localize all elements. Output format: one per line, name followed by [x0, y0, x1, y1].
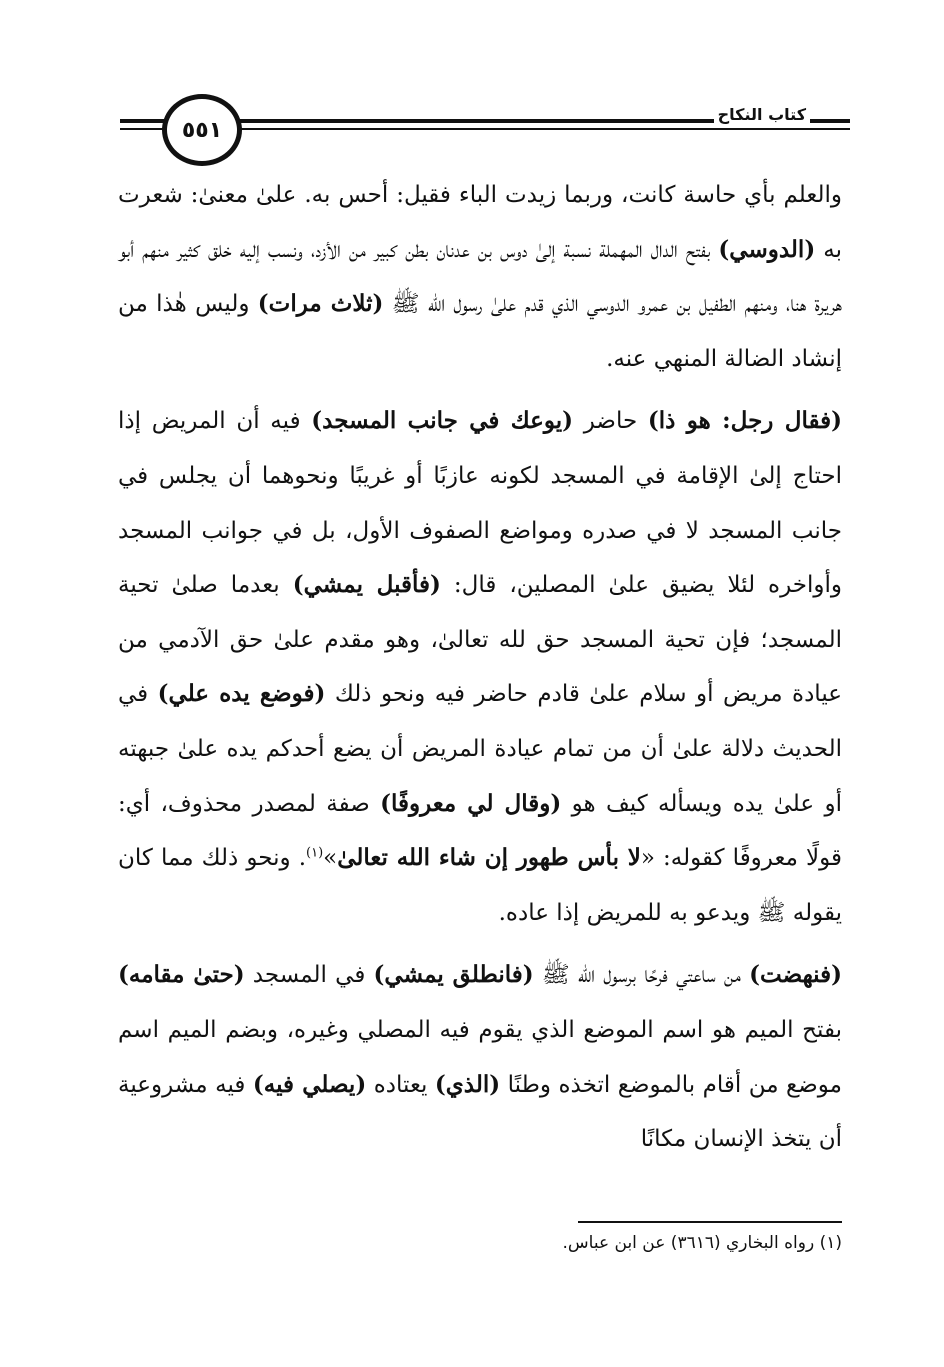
text-span: يعتاده: [366, 1071, 435, 1098]
footnote-marker: (١): [819, 1233, 842, 1253]
page-number: ٥٥١: [162, 94, 242, 166]
paragraph: [118, 394, 842, 940]
text-span: »: [323, 845, 338, 872]
text-span: بفتح الدال المهملة نسبة إلىٰ دوس بن عدنان بطن كبير من الأزد، ونسب إليه خلق كثير منهم أبو هريرة هنا، ومنهم الطفيل بن عمرو الدوسي الذي قدم علىٰ رسول الله ﷺ: [118, 236, 842, 318]
bold-text-span: (فقال رجل: هو ذا): [647, 407, 842, 435]
header-rule-left-thick: [120, 119, 166, 123]
bold-text-span: لا بأس طهور إن شاء الله تعالىٰ: [337, 844, 641, 872]
bold-text-span: (الدوسي): [718, 235, 816, 263]
text-span: من ساعتي فرحًا برسول الله ﷺ: [533, 962, 750, 989]
bold-text-span: (الذي): [434, 1070, 501, 1098]
text-span: حاضر: [573, 408, 648, 435]
bold-text-span: (ثلاث مرات): [257, 290, 384, 318]
bold-text-span: (وقال لي معروفًا): [380, 789, 562, 817]
footnote: [118, 1233, 842, 1253]
paragraph: [118, 948, 842, 1166]
footnote-text: رواه البخاري (٣٦١٦) عن ابن عباس.: [562, 1233, 815, 1253]
text-span: والعلم بأي حاسة كانت، وربما زيدت الباء فقيل: أحس به. علىٰ معنىٰ: شعرت به: [118, 182, 842, 263]
header-rule-right-thin: [232, 128, 850, 130]
text-span: فيه أن المريض إذا احتاج إلىٰ الإقامة في المسجد لكونه عازبًا أو غريبًا ونحوهما أن يجلس في جانب المسجد لا في صدره ومواضع الصفوف الأول، بل في جوانب المسجد وأواخره لئلا يضيق علىٰ المصلين، قال:: [118, 408, 843, 599]
body-text: [118, 168, 842, 1167]
bold-text-span: (حتىٰ مقامه): [118, 961, 245, 989]
text-span: وليس هٰذا من إنشاد الضالة المنهي عنه.: [118, 291, 842, 372]
page-header: [120, 86, 850, 166]
footnote-divider: [578, 1221, 842, 1223]
text-span: في المسجد: [244, 962, 374, 989]
bold-text-span: (يصلي فيه): [252, 1070, 367, 1098]
text-span: صفة لمصدر محذوف، أي: قولًا معروفًا كقوله: «: [118, 790, 842, 872]
footnote-ref: (١): [306, 845, 324, 861]
bold-text-span: (فنهضت): [749, 961, 842, 989]
bold-text-span: (يوعك في جانب المسجد): [311, 407, 574, 435]
running-title: كتاب النكاح: [714, 105, 810, 124]
bold-text-span: (فوضع يده علي): [157, 680, 326, 708]
bold-text-span: (فانطلق يمشي): [373, 961, 534, 989]
header-rule-left-thin: [120, 128, 166, 130]
text-span: في الحديث دلالة علىٰ أن من تمام عيادة المريض أن يضع أحدكم يده علىٰ جبهته أو علىٰ يده ويسأله كيف هو: [118, 681, 842, 817]
text-span: . ونحو ذلك مما كان يقوله ﷺ ويدعو به للمريض إذا عاده.: [118, 845, 842, 926]
bold-text-span: (فأقبل يمشي): [292, 571, 441, 599]
text-span: بفتح الميم هو اسم الموضع الذي يقوم فيه المصلي وغيره، وبضم الميم اسم موضع من أقام بالموضع اتخذه وطنًا: [118, 1016, 842, 1098]
paragraph: [118, 168, 842, 386]
text-span: فيه مشروعية أن يتخذ الإنسان مكانًا: [118, 1071, 842, 1153]
text-span: بعدما صلىٰ تحية المسجد؛ فإن تحية المسجد حق لله تعالىٰ، وهو مقدم علىٰ حق الآدمي من عيادة مريض أو سلام علىٰ قادم حاضر فيه ونحو ذلك: [118, 572, 842, 708]
